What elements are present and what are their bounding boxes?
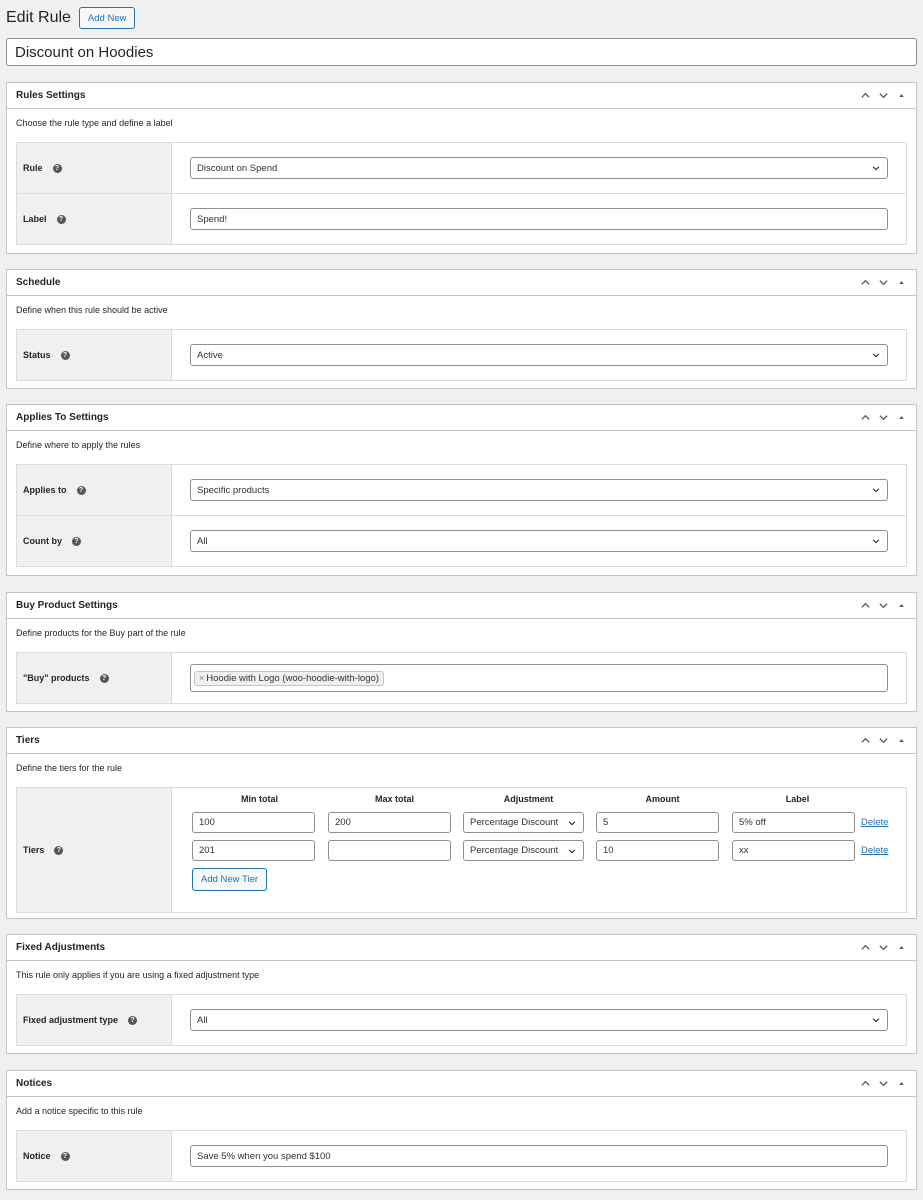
- box-title: Notices: [16, 1078, 53, 1089]
- column-header: Max total: [374, 794, 414, 804]
- rule-title-input[interactable]: Discount on Hoodies: [6, 38, 917, 66]
- tiers-label: Tiers: [23, 845, 45, 855]
- adjustment-select[interactable]: [463, 812, 584, 833]
- rule-select-value: Discount on Spend: [197, 162, 278, 174]
- chevron-down-icon[interactable]: [877, 734, 890, 747]
- count-by-select[interactable]: [190, 530, 888, 552]
- triangle-up-icon[interactable]: [895, 1077, 908, 1090]
- box-header: [7, 405, 916, 431]
- add-new-button[interactable]: Add New: [79, 7, 136, 29]
- amount-input[interactable]: 10: [596, 840, 719, 861]
- adjustment-select[interactable]: [463, 840, 584, 861]
- label-input[interactable]: Spend!: [190, 208, 888, 230]
- chevron-down-icon[interactable]: [877, 89, 890, 102]
- form-table: [16, 1130, 907, 1182]
- adjustment-select-value: Percentage Discount: [470, 817, 559, 828]
- column-header: Label: [785, 794, 810, 804]
- status-select[interactable]: [190, 344, 888, 366]
- box-title: Buy Product Settings: [16, 600, 118, 611]
- triangle-up-icon[interactable]: [895, 941, 908, 954]
- column-header: Min total: [241, 794, 278, 804]
- chevron-down-icon: [567, 818, 577, 828]
- add-new-tier-button[interactable]: Add New Tier: [192, 868, 267, 891]
- applies-to-select[interactable]: [190, 479, 888, 501]
- fixed-type-select-value: All: [197, 1014, 208, 1026]
- fixed-adjustments-box: [6, 934, 917, 1054]
- form-row-count-by: [17, 516, 906, 567]
- form-table: [16, 787, 907, 913]
- chevron-down-icon[interactable]: [877, 276, 890, 289]
- column-header: Adjustment: [503, 794, 554, 804]
- triangle-up-icon[interactable]: [895, 276, 908, 289]
- box-description: Define the tiers for the rule: [16, 763, 123, 773]
- box-description: Define where to apply the rules: [16, 440, 141, 450]
- form-table: [16, 142, 907, 245]
- notice-label: Notice: [23, 1151, 51, 1161]
- amount-input[interactable]: 5: [596, 812, 719, 833]
- form-table: [16, 994, 907, 1046]
- tiers-header-row: [192, 794, 906, 804]
- help-icon[interactable]: ?: [61, 1152, 70, 1161]
- form-row-tiers: [17, 788, 906, 913]
- page-header: [6, 6, 135, 30]
- box-header: [7, 1071, 916, 1097]
- triangle-up-icon[interactable]: [895, 599, 908, 612]
- chevron-up-icon[interactable]: [859, 734, 872, 747]
- chevron-down-icon[interactable]: [877, 941, 890, 954]
- schedule-box: [6, 269, 917, 389]
- rule-select[interactable]: [190, 157, 888, 179]
- form-row-buy-products: [17, 653, 906, 704]
- status-label: Status: [23, 350, 51, 360]
- chevron-down-icon: [871, 1015, 881, 1025]
- triangle-up-icon[interactable]: [895, 734, 908, 747]
- box-title: Tiers: [16, 735, 40, 746]
- chevron-up-icon[interactable]: [859, 276, 872, 289]
- min-total-input[interactable]: 100: [192, 812, 315, 833]
- max-total-input[interactable]: 200: [328, 812, 451, 833]
- help-icon[interactable]: ?: [72, 537, 81, 546]
- box-description: Add a notice specific to this rule: [16, 1106, 143, 1116]
- help-icon[interactable]: ?: [61, 351, 70, 360]
- chevron-up-icon[interactable]: [859, 599, 872, 612]
- chevron-down-icon: [871, 350, 881, 360]
- chevron-down-icon: [567, 846, 577, 856]
- chevron-down-icon: [871, 163, 881, 173]
- tiers-table: [172, 788, 906, 899]
- box-description: Choose the rule type and define a label: [16, 118, 173, 128]
- help-icon[interactable]: ?: [100, 674, 109, 683]
- chevron-down-icon: [871, 485, 881, 495]
- box-title: Rules Settings: [16, 90, 86, 101]
- form-row-status: [17, 330, 906, 381]
- rule-label: Rule: [23, 163, 43, 173]
- form-row-rule: [17, 143, 906, 194]
- page-title: Edit Rule: [6, 9, 71, 26]
- fixed-type-select[interactable]: [190, 1009, 888, 1031]
- chevron-down-icon[interactable]: [877, 411, 890, 424]
- triangle-up-icon[interactable]: [895, 411, 908, 424]
- notices-box: [6, 1070, 917, 1190]
- max-total-input[interactable]: [328, 840, 451, 861]
- chevron-up-icon[interactable]: [859, 941, 872, 954]
- delete-tier-link[interactable]: Delete: [861, 817, 889, 828]
- column-header: Amount: [645, 794, 680, 804]
- applies-to-box: [6, 404, 917, 576]
- form-row-label: [17, 194, 906, 245]
- chevron-down-icon[interactable]: [877, 599, 890, 612]
- chevron-down-icon[interactable]: [877, 1077, 890, 1090]
- box-header: [7, 83, 916, 109]
- count-by-label: Count by: [23, 536, 62, 546]
- tier-row: [192, 840, 906, 861]
- box-header: [7, 270, 916, 296]
- status-select-value: Active: [197, 349, 223, 361]
- tier-label-input[interactable]: 5% off: [732, 812, 855, 833]
- applies-to-label: Applies to: [23, 485, 67, 495]
- box-title: Applies To Settings: [16, 412, 109, 423]
- help-icon[interactable]: ?: [77, 486, 86, 495]
- form-table: [16, 464, 907, 567]
- form-row-notice: [17, 1131, 906, 1182]
- help-icon[interactable]: ?: [53, 164, 62, 173]
- box-title: Schedule: [16, 277, 61, 288]
- adjustment-select-value: Percentage Discount: [470, 845, 559, 856]
- rules-settings-box: [6, 82, 917, 254]
- box-description: Define when this rule should be active: [16, 305, 168, 315]
- applies-to-select-value: Specific products: [197, 484, 270, 496]
- count-by-select-value: All: [197, 535, 208, 547]
- chevron-up-icon[interactable]: [859, 1077, 872, 1090]
- chevron-up-icon[interactable]: [859, 411, 872, 424]
- form-table: [16, 652, 907, 704]
- buy-products-label: "Buy" products: [23, 673, 90, 683]
- triangle-up-icon[interactable]: [895, 89, 908, 102]
- tiers-box: [6, 727, 917, 919]
- chevron-up-icon[interactable]: [859, 89, 872, 102]
- help-icon[interactable]: ?: [128, 1016, 137, 1025]
- product-chip-label: Hoodie with Logo (woo-hoodie-with-logo): [206, 672, 379, 684]
- product-chip: [194, 671, 384, 686]
- box-header: [7, 728, 916, 754]
- delete-tier-link[interactable]: Delete: [861, 845, 889, 856]
- buy-product-box: [6, 592, 917, 712]
- form-row-applies-to: [17, 465, 906, 516]
- min-total-input[interactable]: 201: [192, 840, 315, 861]
- tier-row: [192, 812, 906, 833]
- form-table: [16, 329, 907, 381]
- label-label: Label: [23, 214, 47, 224]
- buy-products-multiselect[interactable]: [190, 664, 888, 692]
- form-row-fixed-type: [17, 995, 906, 1046]
- help-icon[interactable]: ?: [54, 846, 63, 855]
- help-icon[interactable]: ?: [57, 215, 66, 224]
- box-header: [7, 593, 916, 619]
- tier-label-input[interactable]: xx: [732, 840, 855, 861]
- chevron-down-icon: [871, 536, 881, 546]
- box-header: [7, 935, 916, 961]
- notice-input[interactable]: Save 5% when you spend $100: [190, 1145, 888, 1167]
- remove-chip-icon[interactable]: ×: [199, 673, 205, 683]
- fixed-type-label: Fixed adjustment type: [23, 1015, 119, 1025]
- box-description: Define products for the Buy part of the rule: [16, 628, 186, 638]
- box-description: This rule only applies if you are using a fixed adjustment type: [16, 970, 260, 980]
- box-title: Fixed Adjustments: [16, 942, 106, 953]
